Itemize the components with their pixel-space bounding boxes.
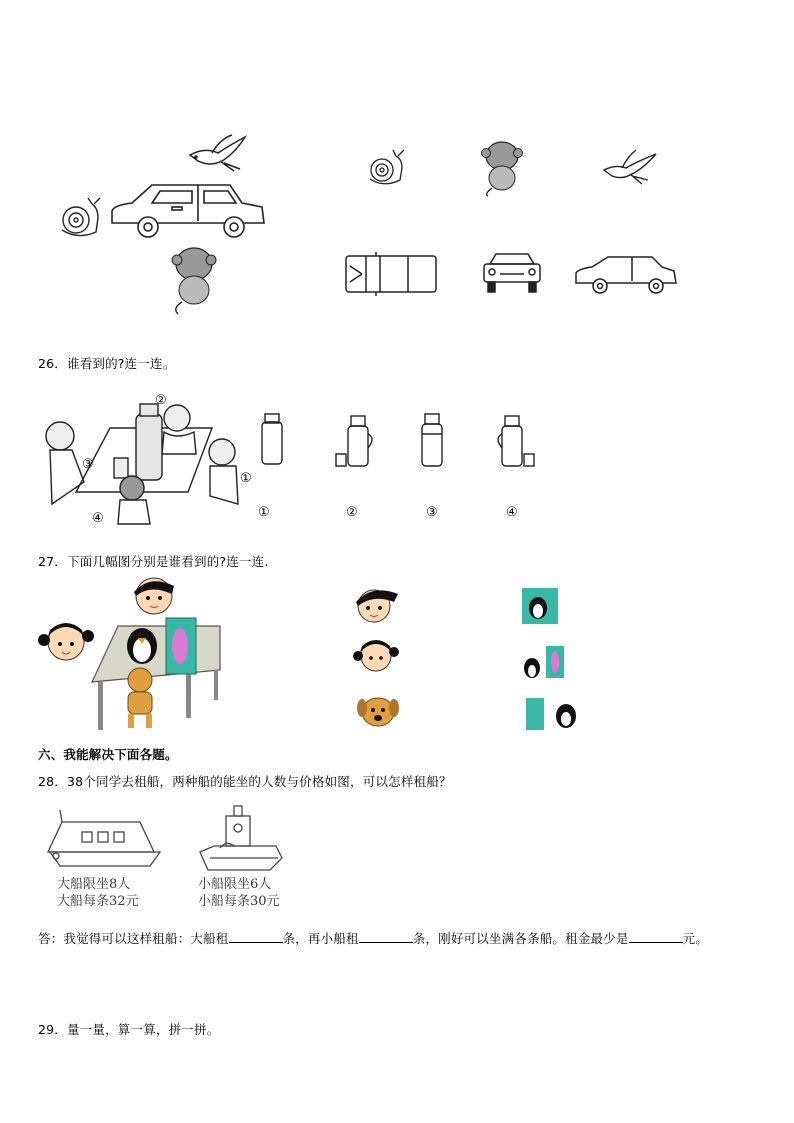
bird-icon	[190, 135, 245, 171]
question-28: 28．38个同学去租船，两种船的能坐的人数与价格如图，可以怎样租船？	[38, 774, 452, 789]
small-boat-capacity: 小船限坐6人	[198, 877, 272, 892]
small-boat-caption	[198, 876, 280, 910]
boats-figure	[0, 800, 794, 880]
min-cost-blank[interactable]	[629, 930, 683, 943]
big-boat-count-blank[interactable]	[229, 930, 283, 943]
thermos-view-4-icon[interactable]	[498, 416, 534, 466]
monkey-view-icon[interactable]	[482, 142, 523, 196]
answer-text-3: 条，刚好可以坐满各条船。租金最少是	[412, 931, 629, 946]
section-6-heading: 六、我能解决下面各题。	[38, 747, 178, 762]
dog-face-option-icon[interactable]	[357, 698, 399, 726]
penguin-box-view-front-icon[interactable]	[522, 588, 558, 624]
q28-answer-line	[38, 929, 708, 947]
dog-back-icon	[128, 668, 152, 728]
scene-label-4: ④	[92, 511, 104, 526]
answer-text-4: 元。	[682, 931, 709, 946]
scene-label-3: ③	[82, 457, 94, 472]
view-label-4: ④	[506, 505, 518, 520]
table-scene-figure	[0, 384, 794, 534]
question-26: 26．谁看到的?连一连。	[38, 356, 176, 371]
small-boat-count-blank[interactable]	[359, 930, 413, 943]
view-label-2: ②	[346, 505, 358, 520]
snail-icon	[62, 198, 100, 236]
scene-label-2: ②	[155, 393, 167, 408]
big-boat-icon	[48, 810, 160, 866]
bird-view-icon[interactable]	[604, 150, 656, 184]
car-side-view-icon[interactable]	[576, 257, 676, 293]
monkey-back-icon	[172, 248, 216, 314]
answer-text-1: 答：我觉得可以这样租船：大船租	[38, 931, 229, 946]
car-front-view-icon[interactable]	[484, 254, 540, 292]
penguin-box-view-side-left-icon[interactable]	[524, 646, 564, 678]
penguin-scene-figure	[0, 574, 794, 734]
small-boat-price: 小船每条30元	[198, 894, 280, 909]
boy-face-option-icon[interactable]	[356, 590, 398, 622]
snail-view-icon[interactable]	[370, 150, 404, 184]
thermos-view-2-icon[interactable]	[336, 416, 372, 466]
question-29: 29．量一量，算一算，拼一拼。	[38, 1022, 220, 1037]
girl-face-option-icon[interactable]	[353, 640, 399, 671]
scene-label-1: ①	[240, 471, 252, 486]
answer-text-2: 条，再小船租	[282, 931, 359, 946]
car-side-icon	[112, 185, 264, 237]
penguin-box-view-side-right-icon[interactable]	[526, 698, 576, 730]
girl-face-icon	[38, 623, 94, 660]
view-label-1: ①	[258, 505, 270, 520]
car-top-view-icon[interactable]	[346, 252, 436, 296]
thermos-view-3-icon[interactable]	[422, 414, 442, 466]
big-boat-price: 大船每条32元	[57, 894, 139, 909]
view-label-3: ③	[426, 505, 438, 520]
boy-face-icon	[134, 578, 174, 614]
big-boat-caption	[57, 876, 139, 910]
small-boat-icon	[200, 806, 282, 870]
car-scene-figure	[0, 0, 794, 320]
big-boat-capacity: 大船限坐8人	[57, 877, 131, 892]
question-27: 27．下面几幅图分别是谁看到的?连一连.	[38, 554, 269, 569]
